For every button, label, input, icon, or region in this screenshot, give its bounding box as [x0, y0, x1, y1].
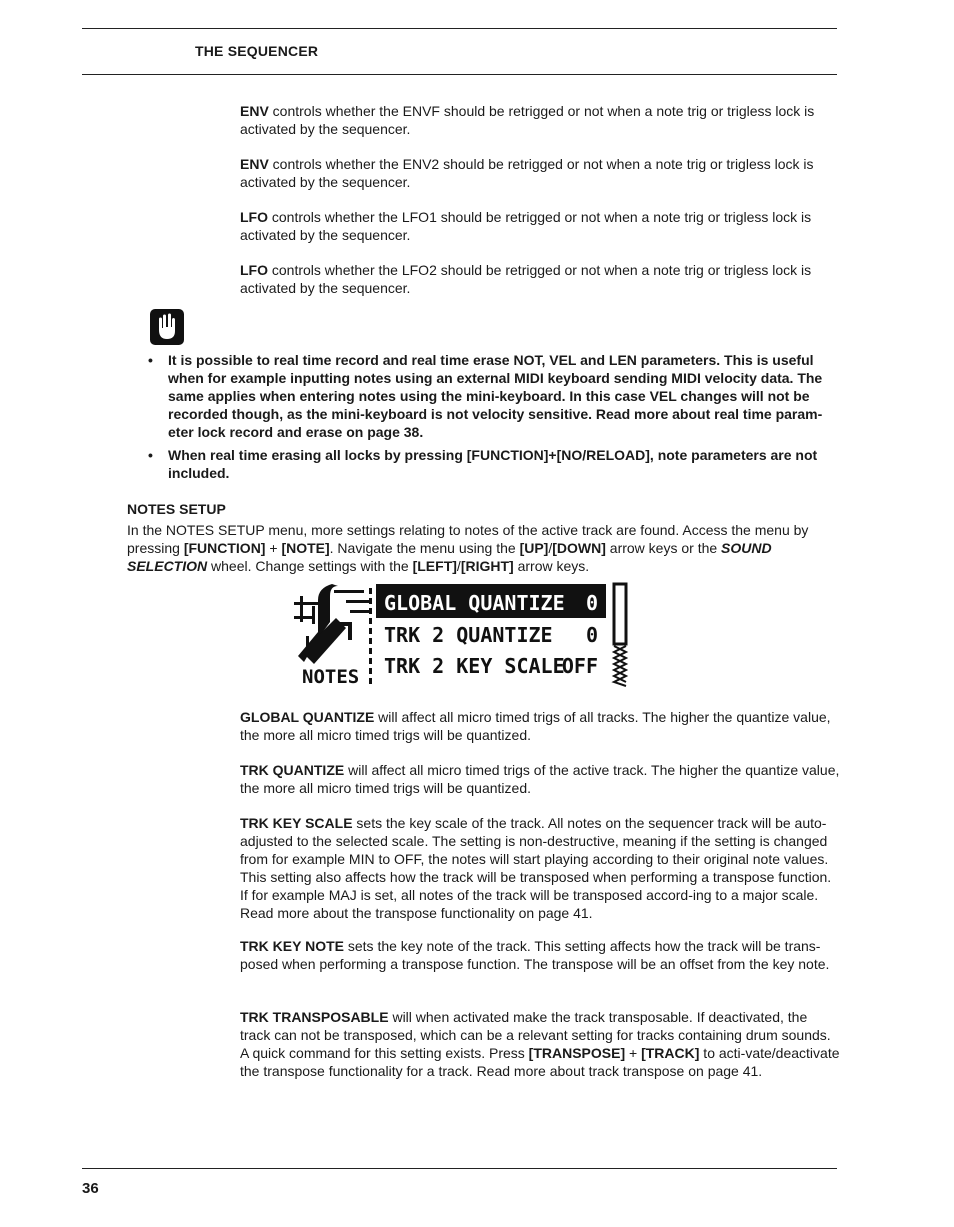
intro-text: arrow keys or the — [605, 540, 722, 556]
lcd-row-value: 0 — [585, 623, 598, 647]
intro-text: / — [456, 558, 461, 574]
key-left: [LEFT] — [412, 558, 457, 574]
intro-text: In the NOTES SETUP menu, more settings relating to notes of the active track are found. Access the menu by pressing — [127, 522, 809, 556]
note-text: It is possible to real time record and real time erase NOT, VEL and LEN parameters. This is useful when for example inputting notes using an external MIDI keyboard sending MIDI velocity data. The same applies when entering notes using the mini-keyboard. In this case VEL changes will not be recorded though, as the mini-keyboard is not velocity sensitive. Read more about real time param-eter lock record and erase on page 38. — [168, 352, 823, 440]
key-note: [NOTE] — [281, 540, 330, 556]
setting-desc: sets the key scale of the track. All notes on the sequencer track will be auto-adjusted to the selected scale. The setting is non-destructive, meaning if the setting is changed from for example MIN to OFF, the notes will start playing according to their original note values. This setting also affects how the track will be transposed when performing a transpose function. If for example MAJ is set, all notes of the track will be transposed accord-ing to a major scale. Read more about the transpose functionality on page 41. — [240, 815, 832, 921]
note-text: When real time erasing all locks by pressing [FUNCTION]+[NO/RELOAD], note parameters are not included. — [168, 447, 818, 481]
lcd-row-label: TRK 2 QUANTIZE — [384, 623, 553, 647]
header-title: THE SEQUENCER — [195, 43, 319, 59]
header-bottom-rule — [82, 74, 837, 75]
setting-desc: + — [625, 1045, 642, 1061]
setting-desc: sets the key note of the track. This setting affects how the track will be trans-posed when performing a transpose function. The transpose will be an offset from the key note. — [240, 938, 830, 972]
key-down: [DOWN] — [552, 540, 606, 556]
key-transpose: [TRANSPOSE] — [528, 1045, 626, 1061]
lcd-row-label: GLOBAL QUANTIZE — [384, 591, 565, 615]
section-title: NOTES SETUP — [127, 501, 226, 517]
setting-term: TRK QUANTIZE — [240, 762, 345, 778]
intro-text: arrow keys. — [513, 558, 590, 574]
setting-desc: to acti-vate/deactivate the transpose functionality for a track. Read more about track transpose on page 41. — [240, 1045, 840, 1079]
param-term: LFO — [240, 262, 268, 278]
param-term: ENV — [240, 103, 269, 119]
param-env-env2 — [240, 155, 840, 191]
bullet-dot: • — [148, 352, 153, 368]
param-lfo-lfo1 — [240, 208, 840, 244]
setting-term: TRK TRANSPOSABLE — [240, 1009, 389, 1025]
setting-term: TRK KEY NOTE — [240, 938, 344, 954]
lcd-row-label: TRK 2 KEY SCALE — [384, 654, 565, 678]
param-desc: controls whether the ENV2 should be retrigged or not when a note trig or trigless lock is activated by the sequencer. — [240, 156, 814, 190]
page-number: 36 — [82, 1180, 99, 1197]
param-env-envf — [240, 102, 840, 138]
setting-desc: will when activated make the track transposable. If deactivated, the track can not be transposed, which can be a relevant setting for tracks containing drum sounds. A quick command for this setting exists. Press — [240, 1009, 831, 1061]
intro-text: / — [548, 540, 553, 556]
sound-selection-wheel: SOUND SELECTION — [127, 540, 772, 574]
param-lfo-lfo2 — [240, 261, 840, 297]
setting-trk-quantize — [240, 761, 840, 797]
intro-text: + — [265, 540, 282, 556]
intro-text: . Navigate the menu using the — [329, 540, 520, 556]
setting-desc: will affect all micro timed trigs of the active track. The higher the quantize value, the more all micro timed trigs will be quantized. — [240, 762, 840, 796]
section-intro — [127, 521, 839, 575]
key-track: [TRACK] — [641, 1045, 700, 1061]
key-right: [RIGHT] — [460, 558, 514, 574]
setting-trk-key-scale — [240, 814, 840, 922]
setting-trk-key-note — [240, 937, 840, 973]
param-desc: controls whether the ENVF should be retrigged or not when a note trig or trigless lock is activated by the sequencer. — [240, 103, 815, 137]
param-desc: controls whether the LFO1 should be retrigged or not when a note trig or trigless lock is activated by the sequencer. — [240, 209, 812, 243]
setting-global-quantize — [240, 708, 840, 744]
lcd-divider — [369, 588, 372, 684]
setting-desc: will affect all micro timed trigs of all tracks. The higher the quantize value, the more all micro timed trigs will be quantized. — [240, 709, 831, 743]
elektron-hand-icon — [150, 309, 184, 345]
lcd-menu-label: NOTES — [302, 666, 360, 688]
param-term: LFO — [240, 209, 268, 225]
param-desc: controls whether the LFO2 should be retrigged or not when a note trig or trigless lock is activated by the sequencer. — [240, 262, 812, 296]
note-bullet-item — [148, 446, 840, 482]
note-bullet-item — [148, 351, 840, 441]
note-bullet-list — [148, 351, 840, 487]
key-function: [FUNCTION] — [183, 540, 266, 556]
lcd-row-value: OFF — [561, 654, 598, 678]
param-term: ENV — [240, 156, 269, 172]
lcd-scrollbar — [614, 584, 626, 686]
lcd-row-value: 0 — [585, 591, 598, 615]
setting-term: TRK KEY SCALE — [240, 815, 353, 831]
key-up: [UP] — [519, 540, 549, 556]
footer-rule — [82, 1168, 837, 1169]
header-top-rule — [82, 28, 837, 29]
setting-trk-transposable — [240, 1008, 840, 1080]
bullet-dot: • — [148, 447, 153, 463]
intro-text: wheel. Change settings with the — [207, 558, 413, 574]
notes-setup-lcd-screen — [292, 582, 632, 688]
setting-term: GLOBAL QUANTIZE — [240, 709, 375, 725]
notes-menu-icon — [294, 584, 372, 664]
